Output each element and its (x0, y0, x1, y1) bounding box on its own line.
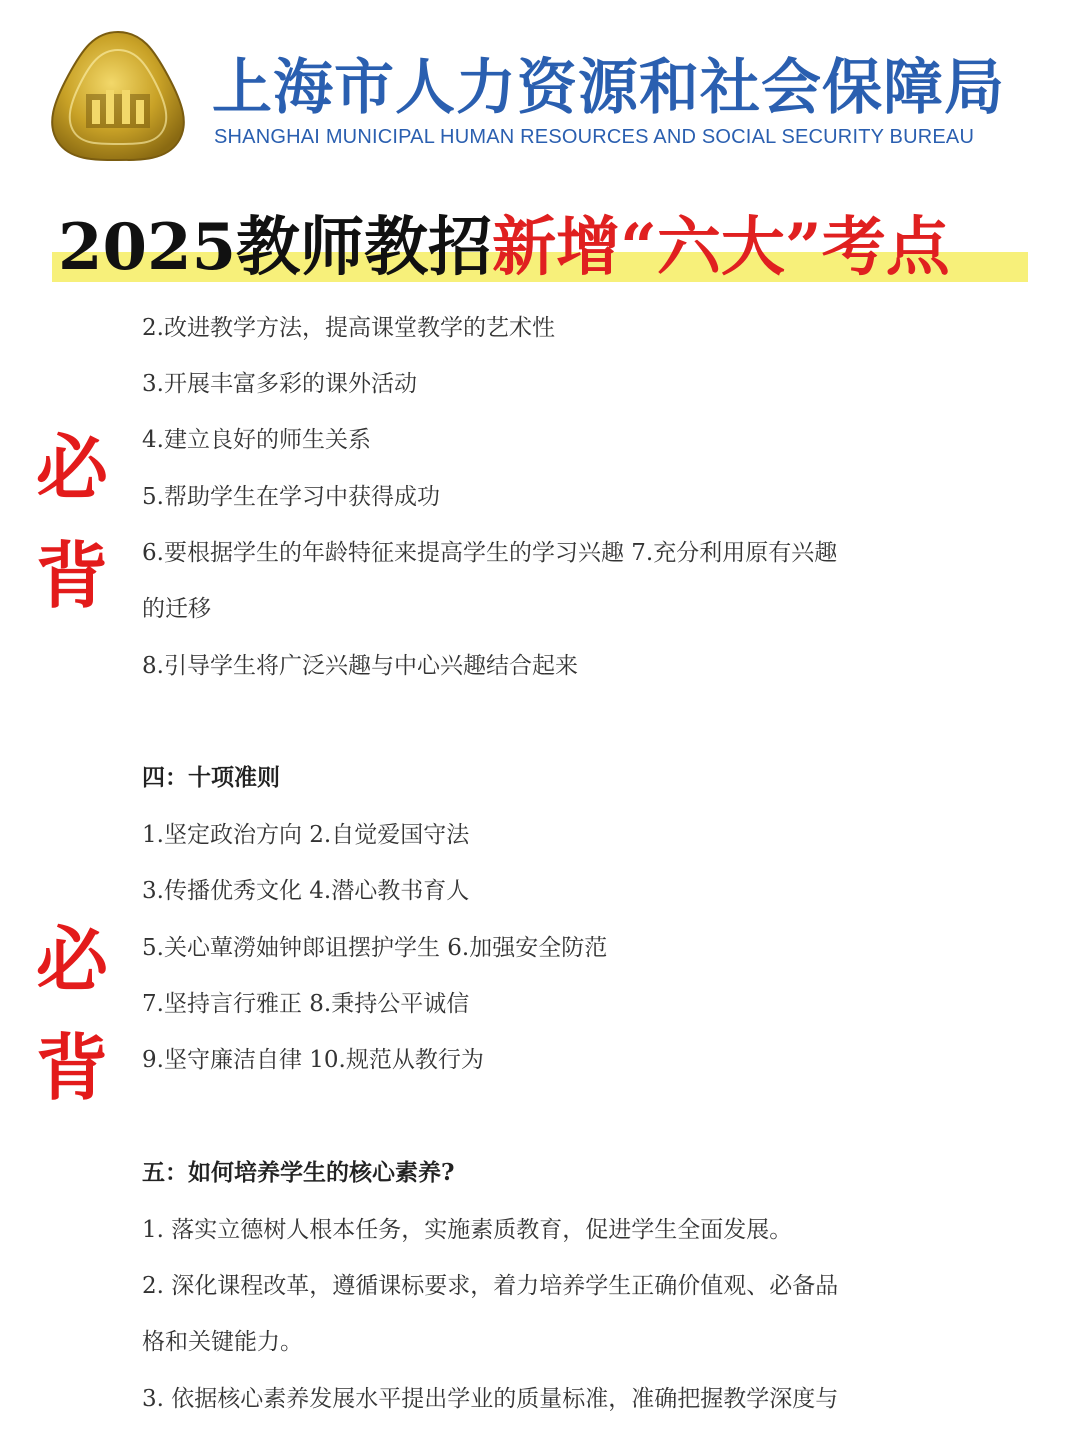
stamp-char: 背 (35, 1025, 108, 1110)
section-heading-core-literacy: 五：如何培养学生的核心素养? (142, 1159, 455, 1186)
list-item: 5.关心蕇澇妯钟郞诅摆护学生 6.加强安全防范 (142, 935, 608, 961)
list-item: 1. 落实立德树人根本任务，实施素质教育，促进学生全面发展。 (142, 1217, 793, 1243)
list-item-continuation: 格和关键能力。 (142, 1329, 303, 1355)
list-item: 2.改进教学方法，提高课堂教学的艺术性 (142, 315, 555, 341)
headline-text (58, 208, 950, 288)
list-item-continuation: 的迁移 (142, 596, 211, 622)
list-item: 3. 依据核心素养发展水平提出学业的质量标准，准确把握教学深度与 (142, 1386, 839, 1412)
list-item: 6.要根据学生的年龄特征来提高学生的学习兴趣 7.充分利用原有兴趣 (142, 540, 838, 566)
bureau-emblem-icon (46, 28, 190, 162)
headline-part-black: 2025教师教招 (58, 210, 493, 285)
list-item: 3.传播优秀文化 4.潜心教书育人 (142, 878, 470, 904)
list-item: 5.帮助学生在学习中获得成功 (142, 484, 440, 510)
headline-part-red: 新增“六大”考点 (492, 210, 950, 285)
bureau-header (0, 0, 1080, 190)
headline (52, 206, 1028, 290)
stamp-char: 必 (35, 917, 108, 1002)
must-memorize-stamp-2 (32, 906, 112, 1122)
list-item: 8.引导学生将广泛兴趣与中心兴趣结合起来 (142, 653, 578, 679)
org-name-en: SHANGHAI MUNICIPAL HUMAN RESOURCES AND SOCIAL SECURITY BUREAU (214, 126, 975, 148)
section-heading-ten-rules: 四：十项准则 (142, 764, 280, 791)
list-item: 7.坚持言行雅正 8.秉持公平诚信 (142, 991, 470, 1017)
list-item: 4.建立良好的师生关系 (142, 427, 371, 453)
stamp-char: 必 (35, 425, 108, 510)
list-item: 2. 深化课程改革，遵循课标要求，着力培养学生正确价值观、必备品 (142, 1273, 839, 1299)
stamp-char: 背 (35, 533, 108, 618)
org-name-cn: 上海市人力资源和社会保障局 (212, 53, 1005, 123)
list-item: 9.坚守廉洁自律 10.规范从教行为 (142, 1047, 484, 1073)
must-memorize-stamp-1 (32, 414, 112, 630)
list-item: 1.坚定政治方向 2.自觉爱国守法 (142, 822, 470, 848)
list-item: 3.开展丰富多彩的课外活动 (142, 371, 417, 397)
